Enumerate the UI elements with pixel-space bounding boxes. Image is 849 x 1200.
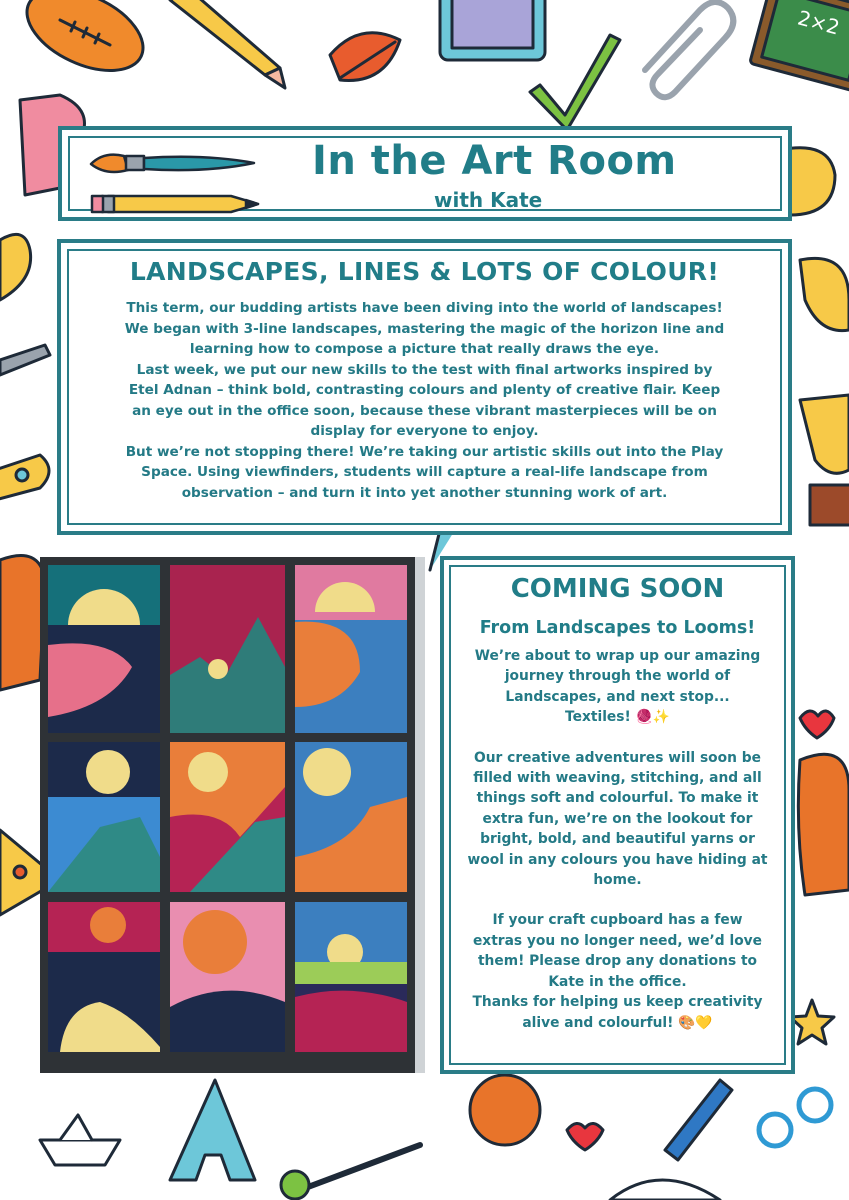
coming-soon-line: alive and colourful! 🎨💛	[522, 1014, 713, 1031]
coming-soon-line: home.	[593, 872, 642, 889]
coming-soon-line: journey through the world of	[504, 668, 731, 685]
landscapes-line: Last week, we put our new skills to the test with final artworks inspired by	[136, 361, 713, 378]
coming-soon-line: Our creative adventures will soon be	[473, 749, 761, 766]
coming-soon-line: them! Please drop any donations to	[477, 953, 758, 970]
coming-soon-line: Kate in the office.	[548, 973, 687, 990]
coming-soon-paragraph	[456, 646, 779, 728]
heart-icon	[0, 234, 31, 300]
landscapes-line: observation – and turn it into yet another stunning work of art.	[181, 484, 668, 501]
paper-boat-icon	[40, 1115, 120, 1165]
coming-soon-line: extra fun, we’re on the lookout for	[482, 810, 753, 827]
basketball-icon	[470, 1075, 540, 1145]
pen-icon	[665, 1080, 732, 1160]
coming-soon-line: things soft and colourful. To make it	[476, 790, 759, 807]
backpack-icon	[0, 556, 45, 691]
coming-soon-heading: COMING SOON	[510, 574, 725, 604]
artwork-tile	[48, 742, 160, 892]
chalkboard-text: 2×2	[795, 5, 843, 40]
landscapes-line: Etel Adnan – think bold, contrasting colours and plenty of creative flair. Keep	[128, 382, 721, 398]
coming-soon-line: We’re about to wrap up our amazing	[474, 648, 761, 664]
tablet-icon	[440, 0, 545, 60]
glasses-icon	[759, 1089, 831, 1146]
artwork-tile	[295, 902, 407, 1052]
artwork-tile	[170, 565, 285, 733]
coming-soon-body	[456, 646, 779, 1033]
landscapes-line: learning how to compose a picture that really draws the eye.	[189, 341, 660, 357]
backpack-right-icon	[798, 754, 849, 895]
rocket-icon	[0, 455, 49, 500]
coming-soon-line: wool in any colours you have hiding at	[467, 851, 768, 868]
pencil-left-icon	[0, 345, 50, 375]
coming-soon-line: bright, bold, and beautiful yarns or	[480, 831, 755, 848]
coming-soon-section	[440, 556, 795, 1074]
page-title: In the Art Room	[312, 138, 677, 184]
artwork-tile	[295, 565, 407, 733]
scissors-icon	[281, 1145, 420, 1199]
landscapes-line: Space. Using viewfinders, students will capture a real-life landscape from	[141, 464, 708, 480]
football-icon	[14, 0, 155, 87]
landscapes-heading: LANDSCAPES, LINES & LOTS OF COLOUR!	[129, 257, 720, 286]
landscapes-section	[57, 239, 792, 535]
artwork-tile	[48, 902, 160, 1052]
paperclip-icon	[645, 2, 733, 97]
coming-soon-line: extras you no longer need, we’d love	[472, 932, 763, 949]
artwork-tile	[170, 902, 285, 1052]
landscapes-line: display for everyone to enjoy.	[310, 423, 539, 439]
star-icon	[790, 1000, 834, 1044]
landscapes-line: This term, our budding artists have been diving into the world of landscapes!	[126, 300, 723, 316]
coming-soon-line: Textiles! 🧶✨	[565, 709, 670, 726]
landscapes-line: an eye out in the office soon, because these vibrant masterpieces will be on	[132, 402, 717, 419]
landscapes-line: But we’re not stopping there! We’re taking our artistic skills out into the Play	[125, 443, 724, 460]
page-subtitle: with Kate	[434, 188, 543, 212]
title-banner	[58, 126, 792, 221]
pencil-icon	[170, 0, 285, 88]
coming-soon-line: Thanks for helping us keep creativity	[472, 994, 763, 1011]
landscapes-body	[83, 298, 766, 503]
ruler-icon	[610, 1180, 720, 1200]
coming-soon-paragraph	[456, 748, 779, 891]
landscapes-line: We began with 3-line landscapes, mastering the magic of the horizon line and	[124, 320, 725, 337]
coming-soon-paragraph	[456, 910, 779, 1032]
artwork-tile	[295, 742, 407, 892]
trophy-icon	[800, 395, 849, 525]
coming-soon-subheading: From Landscapes to Looms!	[479, 618, 756, 638]
coming-soon-line: If your craft cupboard has a few	[492, 912, 743, 929]
coming-soon-line: Landscapes, and next stop...	[505, 688, 730, 705]
heart-small-icon	[800, 711, 834, 738]
heart-bottom-icon	[567, 1123, 603, 1150]
leaf-icon	[330, 33, 400, 81]
student-artwork-photo	[40, 557, 425, 1073]
coming-soon-line: filled with weaving, stitching, and all	[473, 770, 762, 787]
lightbulb-icon	[800, 258, 849, 330]
artwork-tile	[170, 742, 285, 892]
letter-a-icon	[170, 1080, 255, 1180]
artwork-tile	[48, 565, 160, 733]
paintbrush-pencil-icon	[86, 146, 266, 216]
